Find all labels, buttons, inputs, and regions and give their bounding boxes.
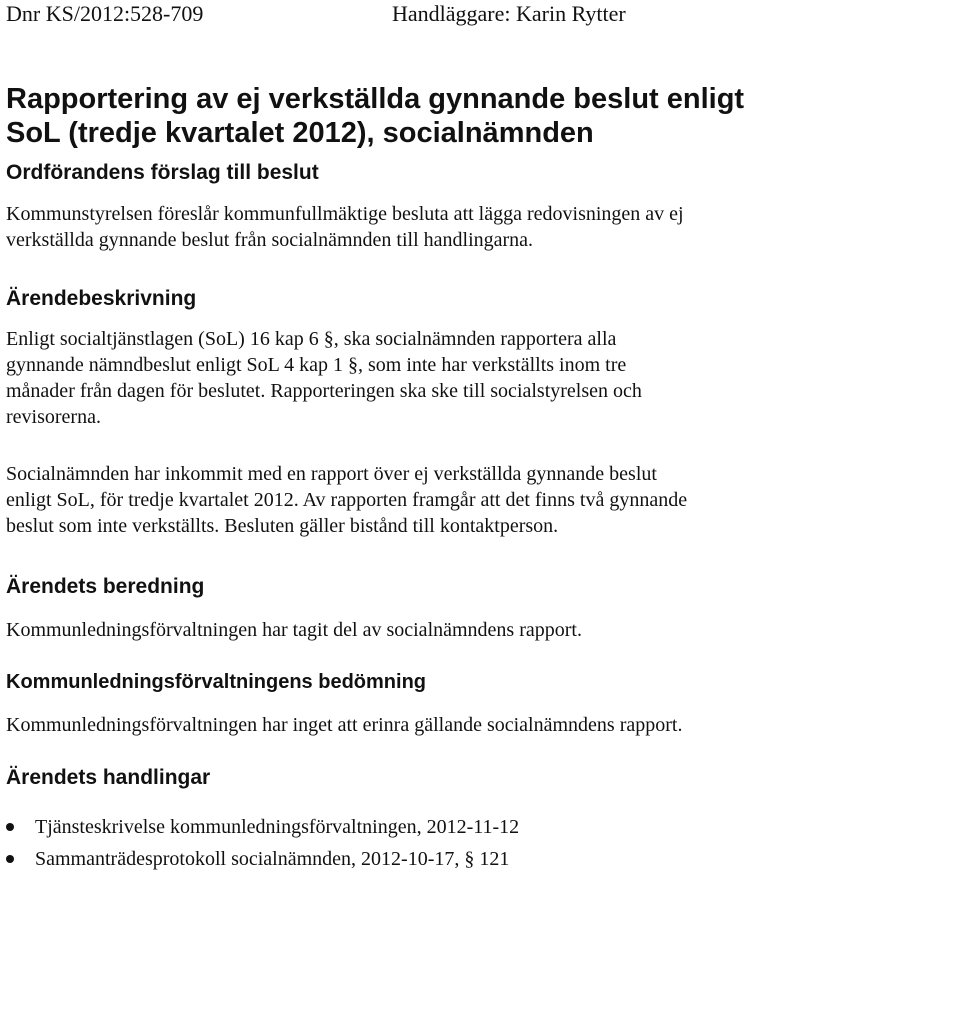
- documents-list: [6, 811, 519, 875]
- preparation-text: Kommunledningsförvaltningen har tagit del av socialnämndens rapport.: [6, 619, 582, 641]
- document-title-line-1: Rapportering av ej verkställda gynnande beslut enligt: [6, 83, 745, 115]
- document-title: [6, 82, 906, 150]
- description-paragraph-1-line-3: månader från dagen för beslutet. Rapporteringen ska ske till socialstyrelsen och: [6, 380, 642, 402]
- bullet-icon: [6, 855, 14, 863]
- proposal-text: [6, 201, 946, 253]
- documents-list-item-text: Sammanträdesprotokoll socialnämnden, 2012-10-17, § 121: [35, 848, 510, 870]
- description-paragraph-2-line-2: enligt SoL, för tredje kvartalet 2012. Av rapporten framgår att det finns två gynnande: [6, 489, 688, 511]
- proposal-heading: Ordförandens förslag till beslut: [6, 161, 319, 184]
- document-title-line-2: SoL (tredje kvartalet 2012), socialnämnden: [6, 117, 594, 149]
- assessment-text: Kommunledningsförvaltningen har inget att erinra gällande socialnämndens rapport.: [6, 714, 683, 736]
- description-paragraph-1: [6, 326, 946, 430]
- description-paragraph-1-line-2: gynnande nämndbeslut enligt SoL 4 kap 1 §, som inte har verkställts inom tre: [6, 354, 627, 376]
- case-officer: Handläggare: Karin Rytter: [392, 1, 626, 26]
- description-heading: Ärendebeskrivning: [6, 287, 197, 310]
- case-number: Dnr KS/2012:528-709: [6, 1, 204, 26]
- description-paragraph-1-line-4: revisorerna.: [6, 406, 101, 428]
- description-paragraph-2-line-1: Socialnämnden har inkommit med en rapport över ej verkställda gynnande beslut: [6, 463, 657, 485]
- description-paragraph-2: [6, 461, 946, 539]
- assessment-heading: Kommunledningsförvaltningens bedömning: [6, 671, 426, 693]
- proposal-text-line-1: Kommunstyrelsen föreslår kommunfullmäktige besluta att lägga redovisningen av ej: [6, 203, 684, 225]
- documents-list-item: [6, 843, 519, 875]
- proposal-text-line-2: verkställda gynnande beslut från socialnämnden till handlingarna.: [6, 229, 534, 251]
- documents-list-item-text: Tjänsteskrivelse kommunledningsförvaltningen, 2012-11-12: [35, 816, 520, 838]
- documents-heading: Ärendets handlingar: [6, 766, 211, 789]
- documents-list-item: [6, 811, 519, 843]
- bullet-icon: [6, 823, 14, 831]
- description-paragraph-2-line-3: beslut som inte verkställts. Besluten gäller bistånd till kontaktperson.: [6, 515, 559, 537]
- preparation-heading: Ärendets beredning: [6, 575, 205, 598]
- description-paragraph-1-line-1: Enligt socialtjänstlagen (SoL) 16 kap 6 §, ska socialnämnden rapportera alla: [6, 328, 617, 350]
